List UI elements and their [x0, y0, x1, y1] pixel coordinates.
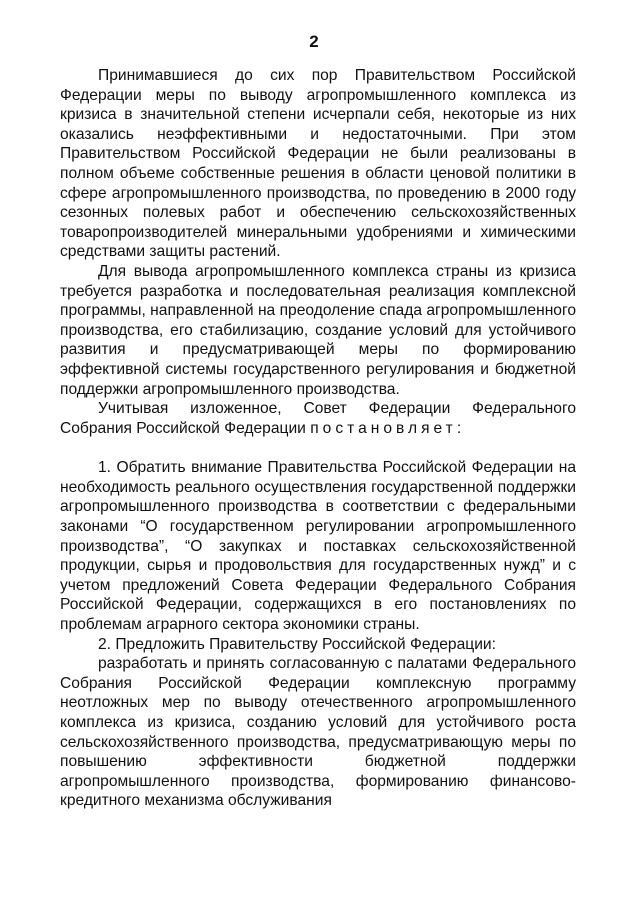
resolution-intro: [60, 399, 576, 438]
resolution-point-1: 1. Обратить внимание Правительства Российской Федерации на необходимость реального осуществления государственной поддержки агропромышленного производства в соответствии с федеральными законами “О государственном регулировании агропромышленного производства”, “О закупках и поставках сельскохозяйственной продукции, сырья и продовольствия для государственных нужд” и с учетом предложений Совета Федерации Федерального Собрания Российской Федерации, содержащихся в его постановлениях по проблемам аграрного сектора экономики страны.: [60, 459, 576, 634]
resolution-point-2: 2. Предложить Правительству Российской Федерации:: [98, 635, 496, 653]
page-number: 2: [309, 32, 319, 51]
resolution-verb: постановляет:: [310, 419, 466, 437]
paragraph-program-requirement: Для вывода агропромышленного комплекса страны из кризиса требуется разработка и последовательная реализация комплексной программы, направленной на преодоление спада агропромышленного производства, его стабилизацию, создание условий для устойчивого развития и предусматривающей меры по формированию эффективной системы государственного регулирования и бюджетной поддержки агропромышленного производства.: [60, 262, 576, 398]
document-body: [60, 66, 576, 811]
resolution-intro-text: Учитывая изложенное, Совет Федерации Федерального Собрания Российской Федерации: [60, 400, 576, 437]
paragraph-government-measures: Принимавшиеся до сих пор Правительством Российской Федерации меры по выводу агропромышленного комплекса из кризиса в значительной степени исчерпали себя, некоторые из них оказались неэффективными и недостаточными. При этом Правительством Российской Федерации не были реализованы в полном объеме собственные решения в области ценовой политики в сфере агропромышленного производства, по проведению в 2000 году сезонных полевых работ и обеспечению сельскохозяйственных товаропроизводителей минеральными удобрениями и химическими средствами защиты растений.: [60, 67, 576, 261]
resolution-point-2-subitem: разработать и принять согласованную с палатами Федерального Собрания Российской Федерации комплексную программу неотложных мер по выводу отечественного агропромышленного комплекса из кризиса, созданию условий для устойчивого роста сельскохозяйственного производства, предусматривающую меры по повышению эффективности бюджетной поддержки агропромышленного производства, формированию финансово-кредитного механизма обслуживания: [60, 655, 576, 810]
